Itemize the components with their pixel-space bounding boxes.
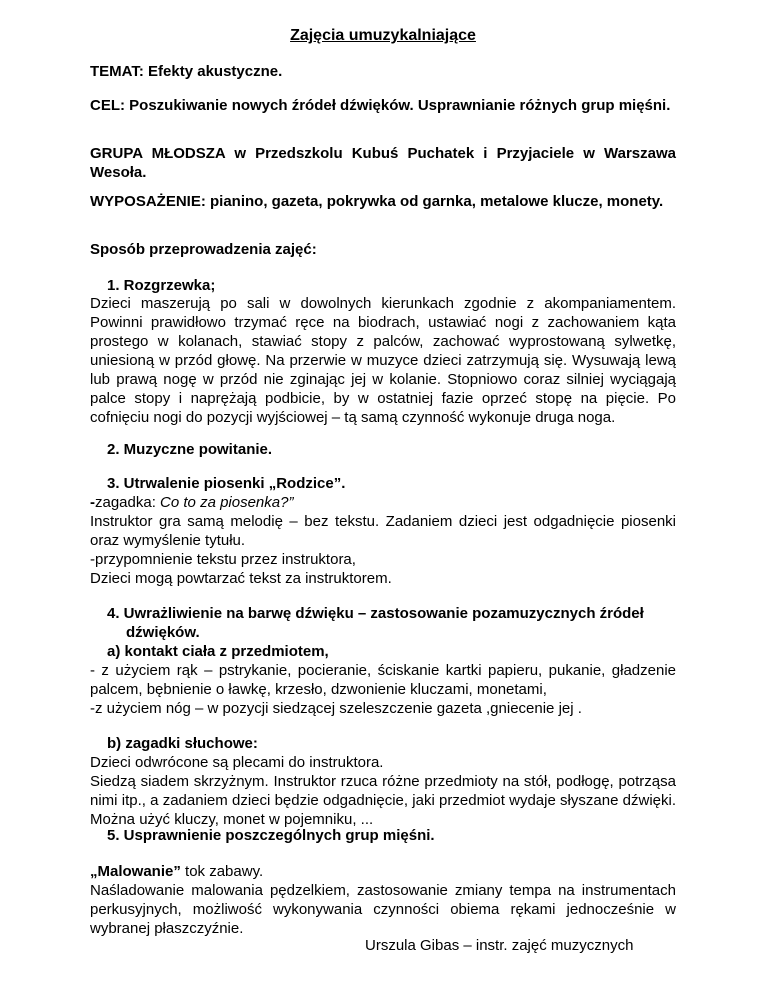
section-4-heading-text: 4. Uwrażliwienie na barwę dźwięku – zastosowanie pozamuzycznych źródeł dźwięków. — [107, 605, 644, 641]
section-2-heading: 2. Muzyczne powitanie. — [107, 441, 273, 458]
section-3-line2: Instruktor gra samą melodię – bez tekstu. Zadaniem dzieci jest odgadnięcie piosenki oraz wymyślenie tytułu. — [90, 513, 676, 549]
section-4a-heading: a) kontakt ciała z przedmiotem, — [107, 643, 329, 660]
section-4b-line2: Siedzą siadem skrzyżnym. Instruktor rzuca różne przedmioty na stół, podłogę, potrząsa nimi itp., a zadaniem dzieci będzie odgadnięcie, jaki przedmiot wydaje słyszane dźwięki. Można użyć kluczy, monet w pojemniku, ... — [90, 773, 676, 828]
zagadka-label: zagadka: — [95, 494, 161, 511]
malowanie-title: „Malowanie” — [90, 863, 181, 880]
signature: Urszula Gibas – instr. zajęć muzycznych — [365, 937, 634, 954]
zagadka-question: Co to za piosenka?” — [160, 494, 294, 511]
section-3-heading: 3. Utrwalenie piosenki „Rodzice”. — [107, 475, 346, 492]
section-4b-heading: b) zagadki słuchowe: — [107, 735, 258, 752]
section-1-heading: 1. Rozgrzewka; — [107, 277, 216, 294]
cel: CEL: Poszukiwanie nowych źródeł dźwięków. Usprawnianie różnych grup mięśni. — [90, 97, 671, 114]
malowanie-rest: tok zabawy. — [180, 863, 264, 880]
section-4b-line1: Dzieci odwrócone są plecami do instruktora. — [90, 754, 384, 771]
section-4-heading — [90, 604, 677, 642]
section-3-line3: -przypomnienie tekstu przez instruktora, — [90, 551, 356, 568]
document-title: Zajęcia umuzykalniające — [290, 27, 476, 44]
section-4a-line1: - z użyciem rąk – pstrykanie, pocieranie, ściskanie kartki papieru, pukanie, gładzenie palcem, bębnienie o ławkę, krzesło, dzwonienie kluczami, monetami, — [90, 662, 676, 698]
section-3-zagadka — [90, 493, 676, 512]
grupa: GRUPA MŁODSZA w Przedszkolu Kubuś Puchatek i Przyjaciele w Warszawa Wesoła. — [90, 145, 676, 181]
temat: TEMAT: Efekty akustyczne. — [90, 63, 283, 80]
section-5-body: Naśladowanie malowania pędzelkiem, zastosowanie zmiany tempa na instrumentach perkusyjnych, możliwość wykonywania czynności obiema rękami jednocześnie w wybranej płaszczyźnie. — [90, 882, 676, 937]
section-3-line4: Dzieci mogą powtarzać tekst za instruktorem. — [90, 570, 392, 587]
sposob-heading: Sposób przeprowadzenia zajęć: — [90, 241, 317, 258]
section-5-heading: 5. Usprawnienie poszczególnych grup mięśni. — [107, 827, 435, 844]
section-4a-line2: -z użyciem nóg – w pozycji siedzącej szeleszczenie gazeta ,gniecenie jej . — [90, 700, 582, 717]
section-1-body: Dzieci maszerują po sali w dowolnych kierunkach zgodnie z akompaniamentem. Powinni prawidłowo trzymać ręce na biodrach, ustawiać nogi z zachowaniem kąta prostego w kolanach, stawiać stopy z palców, zachować wyprostowaną sylwetkę, uniesioną w przód głowę. Na przerwie w muzyce dzieci zatrzymują się. Wysuwają lewą lub prawą nogę w przód nie zginając jej w kolanie. Stopniowo coraz silniej wyciągają palce stopy i naprężają podbicie, by w ostatniej fazie oprzeć stopę na pięcie. Po cofnięciu nogi do pozycji wyjściowej – tą samą czynność wykonuje druga noga. — [90, 295, 676, 426]
zagadka-dash: - — [90, 494, 95, 511]
wyposazenie: WYPOSAŻENIE: pianino, gazeta, pokrywka od garnka, metalowe klucze, monety. — [90, 193, 664, 210]
malowanie-line — [90, 862, 676, 881]
